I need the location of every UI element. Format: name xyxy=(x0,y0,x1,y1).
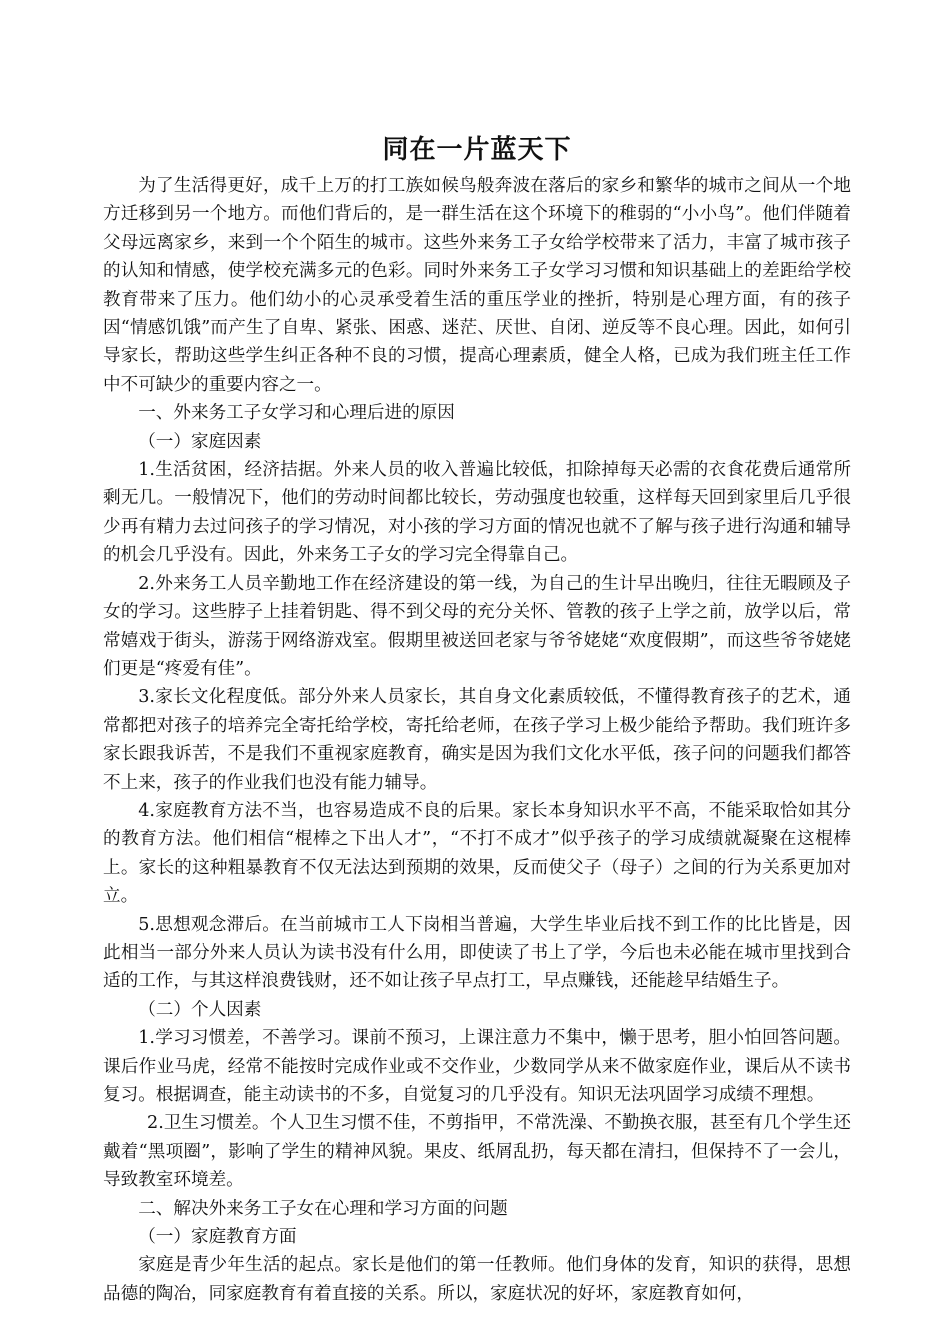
paragraph-family-4: 4.家庭教育方法不当，也容易造成不良的后果。家长本身知识水平不高，不能采取恰如其分的教育方法。他们相信“棍棒之下出人才”，“不打不成才”似乎孩子的学习成绩就凝聚在这棍棒上。家长的这种粗暴教育不仅无法达到预期的效果，反而使父子（母子）之间的行为关系更加对立。 xyxy=(103,800,851,907)
paragraph-personal-1: 1.学习习惯差，不善学习。课前不预习，上课注意力不集中，懒于思考，胆小怕回答问题。课后作业马虎，经常不能按时完成作业或不交作业，少数同学从来不做家庭作业，课后从不读书复习。根据调查，能主动读书的不多，自觉复习的几乎没有。知识无法巩固学习成绩不理想。 xyxy=(103,1028,851,1105)
paragraph-home-1: 家庭是青少年生活的起点。家长是他们的第一任教师。他们身体的发育，知识的获得，思想品德的陶冶，同家庭教育有着直接的关系。所以，家庭状况的好坏，家庭教育如何， xyxy=(103,1255,851,1304)
paragraph-family-5: 5.思想观念滞后。在当前城市工人下岗相当普遍，大学生毕业后找不到工作的比比皆是，因此相当一部分外来人员认为读书没有什么用，即使读了书上了学，今后也未必能在城市里找到合适的工作，与其这样浪费钱财，还不如让孩子早点打工，早点赚钱，还能趁早结婚生子。 xyxy=(103,914,851,992)
section-heading-2: 二、解决外来务工子女在心理和学习方面的问题 xyxy=(138,1198,508,1219)
section-heading-1: 一、外来务工子女学习和心理后进的原因 xyxy=(138,403,455,424)
paragraph-personal-2: 2.卫生习惯差。个人卫生习惯不佳，不剪指甲，不常洗澡、不勤换衣服，甚至有几个学生还戴着“黑项圈”，影响了学生的精神风貌。果皮、纸屑乱扔，每天都在清扫，但保持不了一会儿，导致教室环境差。 xyxy=(103,1113,851,1191)
document-page xyxy=(103,130,851,1308)
paragraph-family-2: 2.外来务工人员辛勤地工作在经济建设的第一线，为自己的生计早出晚归，往往无暇顾及子女的学习。这些脖子上挂着钥匙、得不到父母的充分关怀、管教的孩子上学之前，放学以后，常常嬉戏于街头，游荡于网络游戏室。假期里被送回老家与爷爷姥姥“欢度假期”，而这些爷爷姥姥们更是“疼爱有佳”。 xyxy=(103,573,851,679)
subsection-heading-home-education: （一）家庭教育方面 xyxy=(138,1227,297,1248)
subsection-heading-personal: （二）个人因素 xyxy=(138,999,262,1020)
paragraph-family-1: 1.生活贫困，经济拮据。外来人员的收入普遍比较低，扣除掉每天必需的衣食花费后通常所剩无几。一般情况下，他们的劳动时间都比较长，劳动强度也较重，这样每天回到家里后几乎很少再有精力去过问孩子的学习情况，对小孩的学习方面的情况也就不了解与孩子进行沟通和辅导的机会几乎没有。因此，外来务工子女的学习完全得靠自己。 xyxy=(103,460,851,566)
subsection-heading-family: （一）家庭因素 xyxy=(138,431,262,452)
document-title: 同在一片蓝天下 xyxy=(382,135,572,165)
paragraph-family-3: 3.家长文化程度低。部分外来人员家长，其自身文化素质较低，不懂得教育孩子的艺术，通常都把对孩子的培养完全寄托给学校，寄托给老师，在孩子学习上极少能给予帮助。我们班许多家长跟我诉苦，不是我们不重视家庭教育，确实是因为我们文化水平低，孩子问的问题我们都答不上来，孩子的作业我们也没有能力辅导。 xyxy=(103,687,851,793)
intro-paragraph: 为了生活得更好，成千上万的打工族如候鸟般奔波在落后的家乡和繁华的城市之间从一个地方迁移到另一个地方。而他们背后的，是一群生活在这个环境下的稚弱的“小小鸟”。他们伴随着父母远离家乡，来到一个个陌生的城市。这些外来务工子女给学校带来了活力，丰富了城市孩子的认知和情感，使学校充满多元的色彩。同时外来务工子女学习习惯和知识基础上的差距给学校教育带来了压力。他们幼小的心灵承受着生活的重压学业的挫折，特别是心理方面，有的孩子因“情感饥饿”而产生了自卑、紧张、困惑、迷茫、厌世、自闭、逆反等不良心理。因此，如何引导家长，帮助这些学生纠正各种不良的习惯，提高心理素质，健全人格，已成为我们班主任工作中不可缺少的重要内容之一。 xyxy=(103,176,851,395)
